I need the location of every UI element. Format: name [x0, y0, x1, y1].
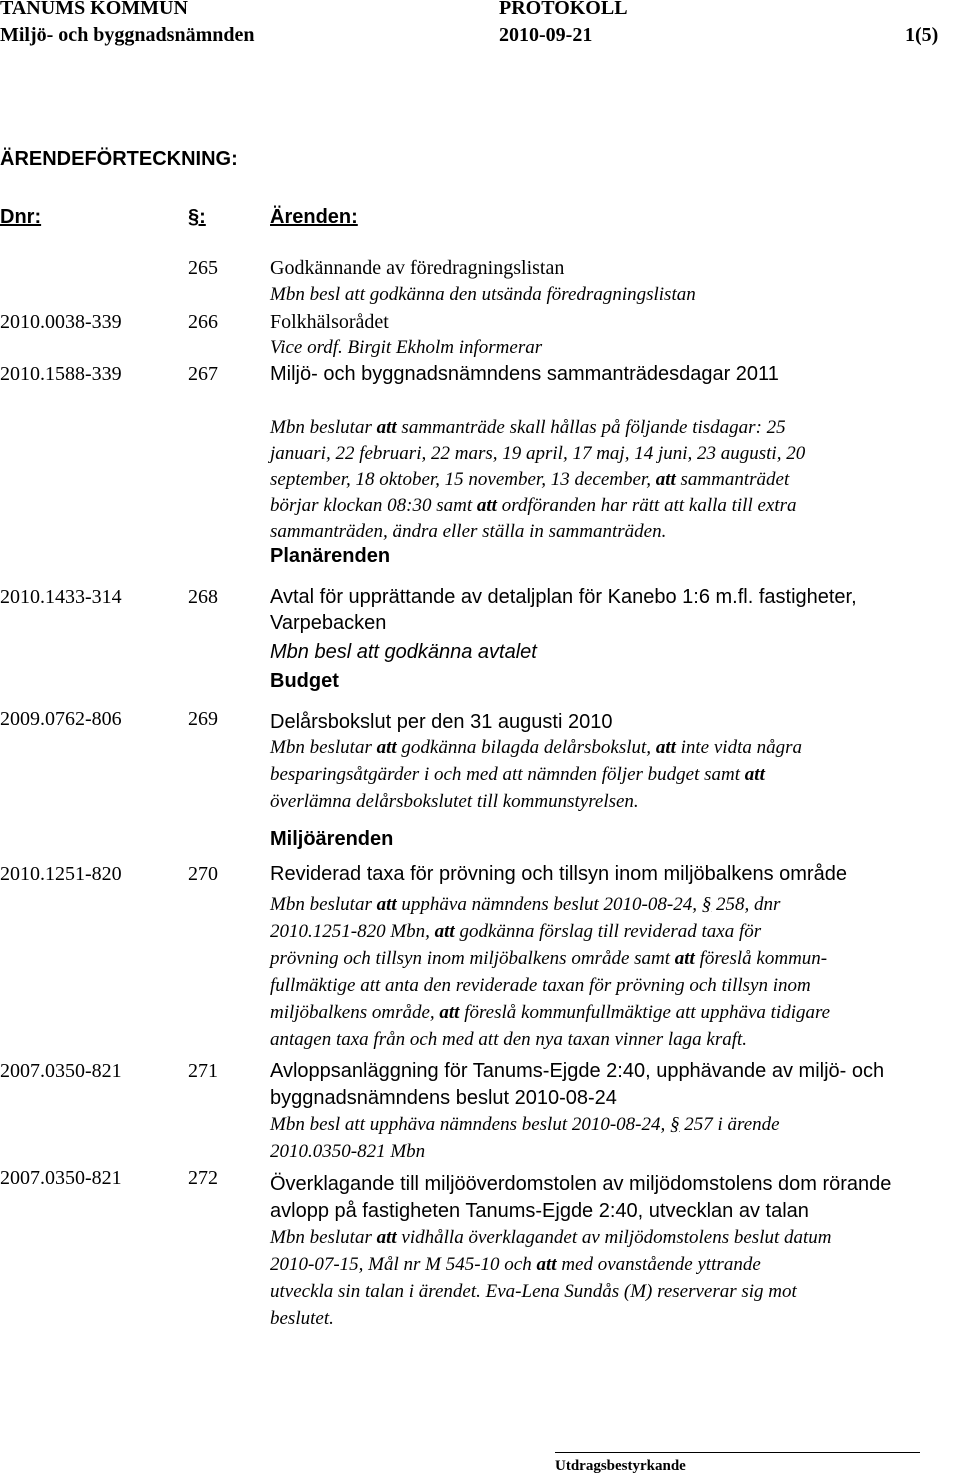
item-266-decision: Vice ordf. Birgit Ekholm informerar [270, 337, 543, 358]
item-271-decision-line1: Mbn besl att upphäva nämndens beslut 2010-08-24, § 257 i ärende [270, 1114, 780, 1135]
page-number: 1(5) [905, 24, 939, 46]
item-268-decision: Mbn besl att godkänna avtalet [270, 641, 537, 663]
item-267-decision-line3: september, 18 oktober, 15 november, 13 december, att sammanträdet [270, 469, 790, 490]
item-272-decision-line1: Mbn beslutar att vidhålla överklagandet av miljödomstolens beslut datum [270, 1227, 832, 1248]
item-267-decision-line2: januari, 22 februari, 22 mars, 19 april, 17 maj, 14 juni, 23 augusti, 20 [270, 443, 806, 464]
item-269-decision-line3: överlämna delårsbokslutet till kommunstyrelsen. [270, 791, 639, 812]
meeting-date: 2010-09-21 [499, 24, 593, 46]
item-268-number: 268 [188, 586, 218, 608]
item-271-title-line2: byggnadsnämndens beslut 2010-08-24 [270, 1087, 617, 1109]
item-272-dnr: 2007.0350-821 [0, 1167, 122, 1189]
board-name: Miljö- och byggnadsnämnden [0, 24, 255, 46]
item-270-decision-line4: fullmäktige att anta den reviderade taxan för prövning och tillsyn inom [270, 975, 811, 996]
item-267-dnr: 2010.1588-339 [0, 363, 122, 385]
item-270-decision-line2: 2010.1251-820 Mbn, att godkänna förslag till reviderad taxa för [270, 921, 762, 942]
section-budget: Budget [270, 670, 339, 692]
item-270-title: Reviderad taxa för prövning och tillsyn inom miljöbalkens område [270, 863, 847, 885]
footer-rule [555, 1452, 920, 1453]
item-269-decision-line2: besparingsåtgärder i och med att nämnden följer budget samt att [270, 764, 765, 785]
item-271-decision-line2: 2010.0350-821 Mbn [270, 1141, 426, 1162]
item-266-title: Folkhälsorådet [270, 311, 389, 333]
item-270-decision-line6: antagen taxa från och med att den nya taxan vinner laga kraft. [270, 1029, 748, 1050]
item-269-number: 269 [188, 708, 218, 730]
item-270-decision-line3: prövning och tillsyn inom miljöbalkens område samt att föreslå kommun- [270, 948, 828, 969]
item-272-decision-line3: utveckla sin talan i ärendet. Eva-Lena Sundås (M) reserverar sig mot [270, 1281, 797, 1302]
column-arenden: Ärenden: [270, 206, 358, 228]
item-271-number: 271 [188, 1060, 218, 1082]
item-271-dnr: 2007.0350-821 [0, 1060, 122, 1082]
item-272-title-line1: Överklagande till miljööverdomstolen av miljödomstolens dom rörande [270, 1173, 892, 1195]
item-270-decision-line1: Mbn beslutar att upphäva nämndens beslut 2010-08-24, § 258, dnr [270, 894, 781, 915]
item-269-title: Delårsbokslut per den 31 augusti 2010 [270, 711, 613, 733]
item-266-number: 266 [188, 311, 218, 333]
item-269-decision-line1: Mbn beslutar att godkänna bilagda delårsbokslut, att inte vidta några [270, 737, 803, 758]
item-268-dnr: 2010.1433-314 [0, 586, 122, 608]
item-270-dnr: 2010.1251-820 [0, 863, 122, 885]
item-265-decision: Mbn besl att godkänna den utsända föredragningslistan [270, 284, 696, 305]
section-planarenden: Planärenden [270, 545, 391, 567]
item-272-title-line2: avlopp på fastigheten Tanums-Ejgde 2:40, utvecklan av talan [270, 1200, 809, 1222]
item-265-title: Godkännande av föredragningslistan [270, 257, 565, 279]
org-name: TANUMS KOMMUN [0, 0, 188, 19]
item-272-number: 272 [188, 1167, 218, 1189]
item-266-dnr: 2010.0038-339 [0, 311, 122, 333]
item-270-decision-line5: miljöbalkens område, att föreslå kommunfullmäktige att upphäva tidigare [270, 1002, 831, 1023]
item-267-decision-line4: börjar klockan 08:30 samt att ordföranden har rätt att kalla till extra [270, 495, 797, 516]
item-269-dnr: 2009.0762-806 [0, 708, 122, 730]
doc-type: PROTOKOLL [499, 0, 628, 19]
item-267-number: 267 [188, 363, 218, 385]
column-paragraph: §: [188, 206, 206, 228]
item-272-decision-line4: beslutet. [270, 1308, 334, 1329]
item-268-title-line2: Varpebacken [270, 612, 387, 634]
column-dnr: Dnr: [0, 206, 42, 228]
item-268-title-line1: Avtal för upprättande av detaljplan för Kanebo 1:6 m.fl. fastigheter, [270, 586, 857, 608]
toc-title: ÄRENDEFÖRTECKNING: [0, 148, 238, 170]
item-267-decision-line5: sammanträden, ändra eller ställa in sammanträden. [270, 521, 667, 542]
item-267-title: Miljö- och byggnadsnämndens sammanträdesdagar 2011 [270, 363, 779, 385]
item-267-decision-line1: Mbn beslutar att sammanträde skall hållas på följande tisdagar: 25 [270, 417, 786, 438]
section-miljoarenden: Miljöärenden [270, 828, 394, 850]
footer-label: Utdragsbestyrkande [555, 1458, 686, 1474]
item-270-number: 270 [188, 863, 218, 885]
item-265-number: 265 [188, 257, 218, 279]
item-271-title-line1: Avloppsanläggning för Tanums-Ejgde 2:40, upphävande av miljö- och [270, 1060, 885, 1082]
item-272-decision-line2: 2010-07-15, Mål nr M 545-10 och att med ovanstående yttrande [270, 1254, 761, 1275]
